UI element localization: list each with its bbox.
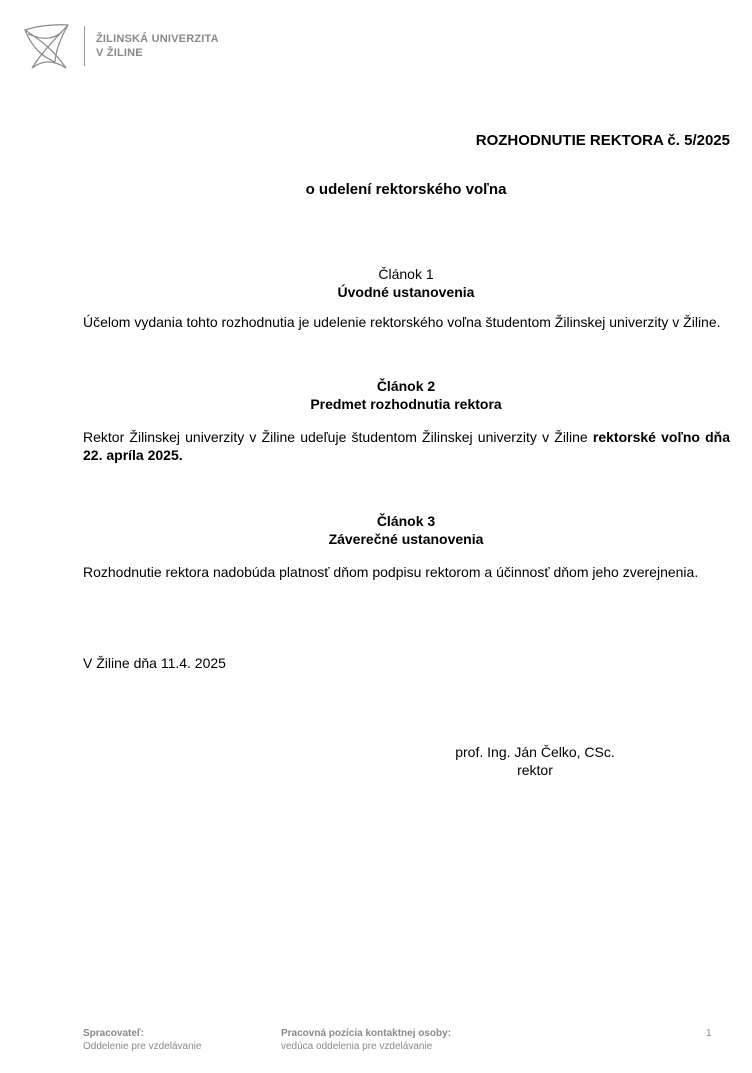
university-name-line2: V ŽILINE xyxy=(96,47,143,59)
footer-prepared-label: Spracovateľ: xyxy=(83,1028,145,1039)
article-3-text: Rozhodnutie rektora nadobúda platnosť dňom podpisu rektorom a účinnosť dňom jeho zverejnenia. xyxy=(83,564,699,580)
article-2-heading: Predmet rozhodnutia rektora xyxy=(310,396,502,412)
footer-prepared-value: Oddelenie pre vzdelávanie xyxy=(83,1041,202,1052)
article-1-header xyxy=(82,265,730,301)
signatory-name: prof. Ing. Ján Čelko, CSc. xyxy=(455,744,615,760)
article-2-text-regular: Rektor Žilinskej univerzity v Žiline udeľuje študentom Žilinskej univerzity v Žiline xyxy=(83,429,593,445)
signatory-role: rektor xyxy=(517,762,553,778)
logo-divider xyxy=(84,26,85,66)
article-2-text xyxy=(83,428,730,464)
article-1-text: Účelom vydania tohto rozhodnutia je udelenie rektorského voľna študentom Žilinskej univerzity v Žiline. xyxy=(83,314,721,330)
university-name xyxy=(96,32,219,60)
article-3-number: Článok 3 xyxy=(376,513,436,529)
page-number: 1 xyxy=(706,1028,712,1039)
article-1-heading: Úvodné ustanovenia xyxy=(337,284,475,300)
document-title: ROZHODNUTIE REKTORA č. 5/2025 xyxy=(475,132,730,149)
article-2-header xyxy=(82,377,730,413)
place-date: V Žiline dňa 11.4. 2025 xyxy=(83,655,226,671)
article-3-heading: Záverečné ustanovenia xyxy=(328,531,484,547)
footer-contact-label: Pracovná pozícia kontaktnej osoby: xyxy=(281,1028,452,1039)
signature-block xyxy=(440,743,630,779)
article-2-text-bold: rektorské voľno dňa 22. apríla 2025. xyxy=(83,429,730,463)
article-1-number: Článok 1 xyxy=(378,266,434,282)
article-3-header xyxy=(82,512,730,548)
document-subtitle: o udelení rektorského voľna xyxy=(305,181,507,198)
footer-contact-value: vedúca oddelenia pre vzdelávanie xyxy=(281,1041,433,1052)
footer-prepared xyxy=(83,1027,201,1053)
footer-contact xyxy=(281,1027,451,1053)
university-logo-icon xyxy=(22,22,72,72)
article-2-number: Článok 2 xyxy=(376,378,436,394)
university-name-line1: ŽILINSKÁ UNIVERZITA xyxy=(96,33,219,45)
